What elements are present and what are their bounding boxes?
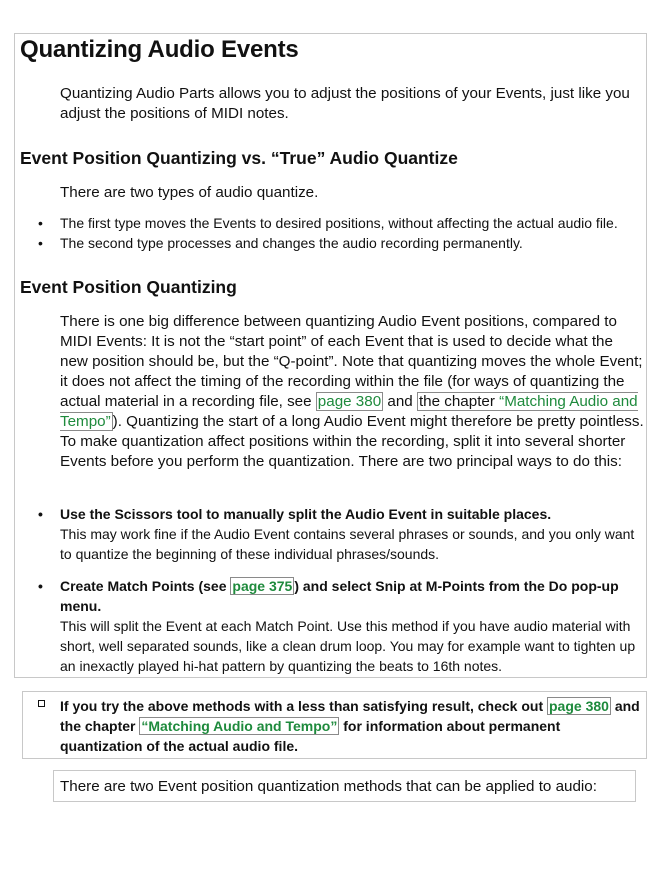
note-block [38,696,643,756]
list-item-heading [60,576,643,616]
list-item-text: This may work fine if the Audio Event contains several phrases or sounds, and you only want to quantize the beginning of these individual phrases/sounds. [60,526,635,562]
section-heading-event-position: Event Position Quantizing [20,277,237,297]
page-link[interactable]: page 380 [317,393,382,410]
chapter-link[interactable]: “Matching Audio and Tempo” [141,718,338,734]
paragraph-text: ). Quantizing the start of a long Audio Event might therefore be pretty pointless. To make quantization affect positions within the recording, split it into several shorter Events before you perform the quantization. There are two principal ways to do this: [60,413,644,470]
note-text: and the chapter [60,698,640,734]
note-text: If you try the above methods with a less than satisfying result, check out [60,698,547,714]
intro-paragraph: Quantizing Audio Parts allows you to adjust the positions of your Events, just like you adjust the positions of MIDI notes. [60,85,630,122]
list-item-text: The first type moves the Events to desired positions, without affecting the actual audio file. [60,215,618,231]
bullet-dot-icon: • [38,235,43,251]
chapter-prefix: the chapter [418,393,500,410]
page-title: Quantizing Audio Events [20,36,299,63]
section2-paragraph [60,312,645,472]
note-box-icon [38,700,45,707]
list-item [38,576,643,676]
lead-text: Create Match Points (see [60,578,231,594]
page-link[interactable]: page 380 [549,698,609,714]
paragraph-text: There is one big difference between quantizing Audio Event positions, compared to MIDI Events: It is not the “start point” of each Event that is used to decide what the new position should be, but the “Q-point”. Note that quantizing moves the whole Event; it does not affect the timing of the recording within the file (for ways of quantizing the actual material in a recording file, see [60,313,643,410]
chapter-link-text[interactable]: “Matching Audio and Tempo” [60,393,638,430]
page-link[interactable]: page 375 [232,578,293,594]
list-item-text: This will split the Event at each Match Point. Use this method if you have audio material with short, well separated sounds, like a clean drum loop. You may for example want to tighten up an inexactly played hi-hat pattern by quantizing the beats to 16th notes. [60,618,636,674]
bullet-dot-icon: • [38,215,43,231]
paragraph-text: and [383,393,417,410]
bullet-dot-icon: • [38,506,43,522]
list-item-heading: Use the Scissors tool to manually split the Audio Event in suitable places. [60,506,552,522]
section1-paragraph: There are two types of audio quantize. [60,184,319,201]
section-heading-vs: Event Position Quantizing vs. “True” Audio Quantize [20,148,458,168]
lead-text: ) and select Snip at M-Points from the Do pop-up menu. [60,578,619,614]
bullet-dot-icon: • [38,578,43,594]
note-text: for information about permanent quantization of the actual audio file. [60,718,561,754]
closing-paragraph: There are two Event position quantization methods that can be applied to audio: [60,778,597,795]
list-item [38,504,643,564]
list-item-text: The second type processes and changes the audio recording permanently. [60,235,523,251]
